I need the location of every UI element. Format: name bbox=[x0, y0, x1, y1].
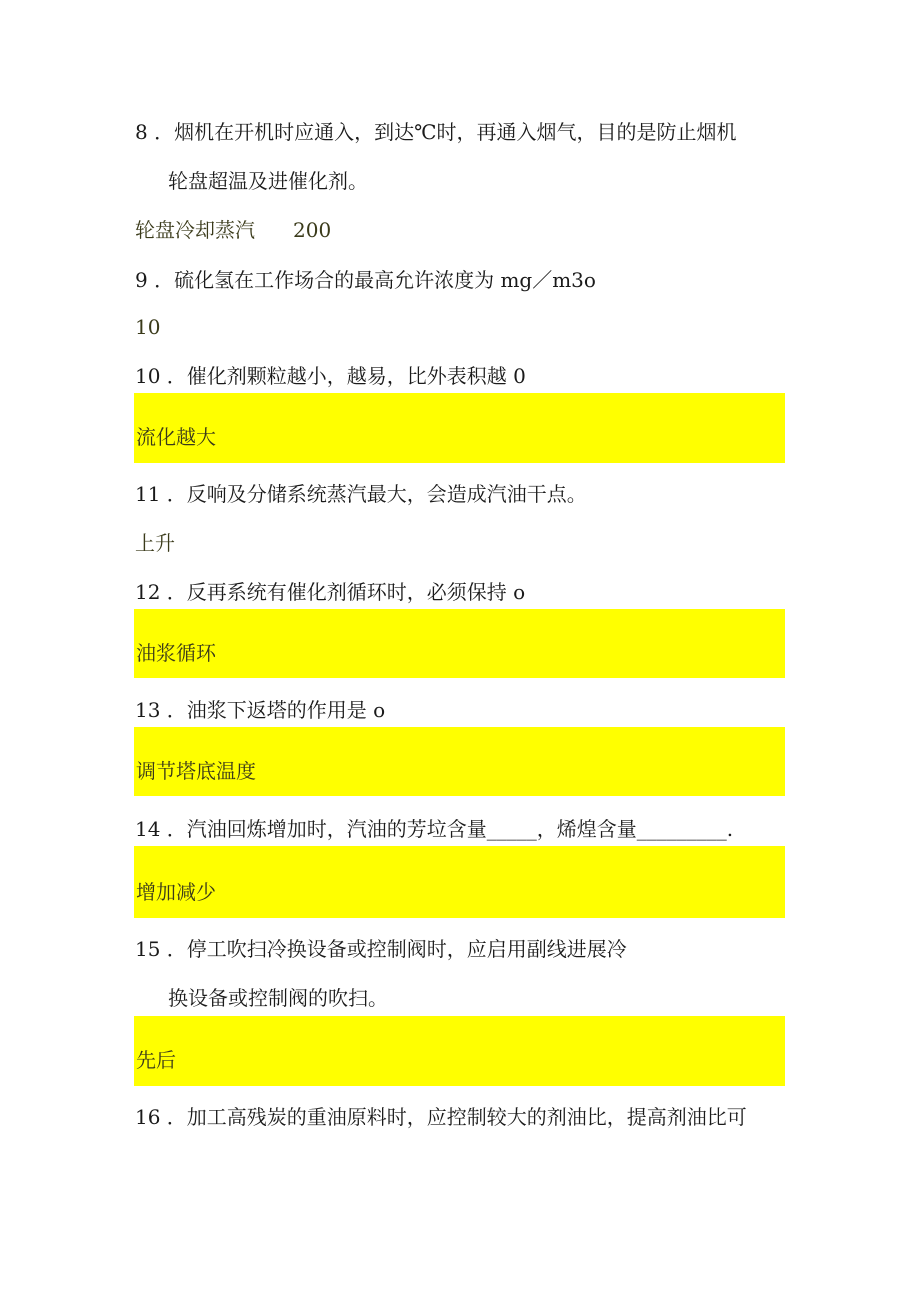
question-15-continuation: 换设备或控制阀的吹扫。 bbox=[168, 986, 388, 1010]
question-10-answer: 流化越大 bbox=[136, 425, 216, 449]
question-10-text: 10 ．催化剂颗粒越小，越易，比外表积越 0 bbox=[135, 364, 526, 388]
answer-13-highlight bbox=[134, 727, 785, 796]
question-15-answer: 先后 bbox=[136, 1048, 176, 1072]
answer-8a: 轮盘冷却蒸汽 bbox=[135, 218, 255, 242]
question-9-text: 9 ．硫化氢在工作场合的最高允许浓度为 mg／m3o bbox=[135, 268, 596, 292]
question-11-text: 11 ．反响及分储系统蒸汽最大，会造成汽油干点。 bbox=[135, 482, 587, 506]
answer-14-highlight bbox=[134, 846, 785, 918]
question-14-text: 14 ．汽油回炼增加时，汽油的芳垃含量_____，烯煌含量_________. bbox=[135, 817, 734, 841]
answer-8b: 200 bbox=[293, 218, 332, 242]
question-16-text: 16 ．加工高残炭的重油原料时，应控制较大的剂油比，提高剂油比可 bbox=[135, 1105, 747, 1129]
question-11-answer: 上升 bbox=[135, 531, 175, 555]
question-8-text: 8 ．烟机在开机时应通入，到达℃时，再通入烟气，目的是防止烟机 bbox=[135, 120, 737, 144]
question-12-answer: 油浆循环 bbox=[136, 641, 216, 665]
question-12-text: 12 ．反再系统有催化剂循环时，必须保持 o bbox=[135, 580, 526, 604]
question-13-text: 13 ．油浆下返塔的作用是 o bbox=[135, 698, 386, 722]
answer-15-highlight bbox=[134, 1016, 785, 1086]
question-13-answer: 调节塔底温度 bbox=[136, 759, 256, 783]
question-8-continuation: 轮盘超温及进催化剂。 bbox=[168, 169, 368, 193]
answer-10-highlight bbox=[134, 393, 785, 463]
answer-12-highlight bbox=[134, 609, 785, 678]
question-15-text: 15 ．停工吹扫冷换设备或控制阀时，应启用副线进展冷 bbox=[135, 937, 627, 961]
question-9-answer: 10 bbox=[135, 315, 161, 339]
question-14-answer: 增加减少 bbox=[136, 880, 216, 904]
question-8-answer bbox=[135, 216, 331, 244]
